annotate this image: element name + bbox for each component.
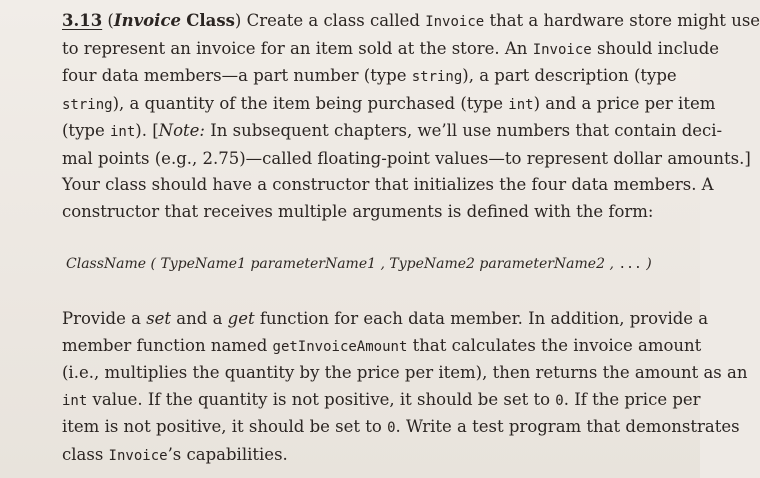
- text-run: and a: [171, 309, 228, 328]
- sig-separator: ,: [380, 256, 385, 272]
- text-run: ) and a price per item: [533, 93, 716, 113]
- code-token: Invoice: [532, 41, 592, 58]
- text-run: ). [: [135, 121, 159, 140]
- code-token: int: [508, 96, 534, 113]
- text-run: In subsequent chapters, we’ll use numbers that contain deci-: [204, 121, 723, 140]
- text-line: [62, 146, 751, 173]
- code-token: Invoice: [425, 14, 485, 30]
- text-run: Your class should have a constructor that initializes the four data members. A: [62, 175, 714, 194]
- text-run: class: [62, 444, 109, 464]
- text-run: to represent an invoice for an item sold at the store. An: [62, 38, 533, 58]
- text-run: (i.e., multiplies the quantity by the price per item), then returns the amount as an: [62, 363, 748, 382]
- text-line: [62, 118, 723, 146]
- text-line: [62, 36, 720, 64]
- text-line: [62, 333, 702, 361]
- text-run: ), a part description (type: [462, 66, 677, 85]
- italic-run: set: [146, 309, 172, 328]
- exercise-paragraph: [62, 8, 760, 225]
- text-run: item is not positive, it should be set to: [62, 417, 388, 436]
- text-line: [62, 63, 692, 91]
- code-token: int: [62, 392, 88, 409]
- sig-param1: parameterName1: [250, 256, 377, 272]
- text-run: ), a quantity of the item being purchased (type: [112, 93, 509, 113]
- sig-open-paren: (: [150, 256, 156, 272]
- text-line: [62, 306, 709, 333]
- text-run: (type: [62, 121, 110, 140]
- text-run: function for each data member. In addition, provide a: [254, 309, 709, 328]
- line-tail: [241, 11, 760, 30]
- exercise-number: 3.13: [62, 11, 103, 30]
- text-line: [62, 442, 692, 470]
- text-run: member function named: [62, 335, 273, 355]
- italic-run: Note:: [158, 121, 205, 140]
- text-run: that calculates the invoice amount: [407, 335, 702, 355]
- code-token: 0: [387, 420, 396, 436]
- text-run: Provide a: [62, 309, 147, 328]
- text-run: mal points (e.g., 2.75)—called floating-point values—to represent dollar amounts.]: [62, 148, 751, 168]
- text-run: Create a class called: [241, 11, 426, 30]
- text-line: [62, 172, 714, 199]
- code-token: string: [411, 69, 463, 85]
- code-token: getInvoiceAmount: [272, 338, 408, 355]
- text-line: [62, 360, 748, 387]
- text-run: should include: [591, 38, 720, 58]
- text-run: that a hardware store might use: [484, 11, 760, 30]
- sig-param2: parameterName2: [479, 256, 605, 272]
- text-line: [62, 387, 701, 415]
- sig-type1: TypeName1: [160, 256, 246, 272]
- italic-run: get: [227, 309, 255, 328]
- text-run: four data members—a part number (type: [62, 66, 412, 85]
- sig-ellipsis: ...: [618, 257, 642, 272]
- sig-type2: TypeName2: [389, 256, 475, 272]
- text-run: constructor that receives multiple arguments is defined with the form:: [62, 201, 654, 221]
- text-run: value. If the quantity is not positive, it should be set to: [87, 389, 556, 409]
- exercise-heading-class: Class: [186, 11, 235, 30]
- exercise-heading-title: Invoice: [113, 11, 181, 30]
- code-token: Invoice: [108, 447, 168, 464]
- text-line: [62, 199, 692, 226]
- text-line: [62, 414, 740, 442]
- code-token: int: [109, 124, 136, 140]
- constructor-signature: [66, 256, 652, 272]
- text-run: ’s capabilities.: [167, 444, 288, 464]
- requirements-paragraph: [62, 306, 748, 469]
- text-run: . If the price per: [563, 389, 701, 409]
- text-line: [62, 91, 716, 119]
- text-line: 3.13 (Invoice Class) Create a class called Invoice that a hardware store might use: [62, 11, 760, 30]
- sig-class-name: ClassName: [66, 256, 147, 272]
- sig-separator: ,: [609, 256, 614, 272]
- text-run: . Write a test program that demonstrates: [395, 417, 740, 436]
- code-token: string: [62, 96, 113, 113]
- sig-close-paren: ): [646, 256, 652, 272]
- code-token: 0: [555, 392, 564, 409]
